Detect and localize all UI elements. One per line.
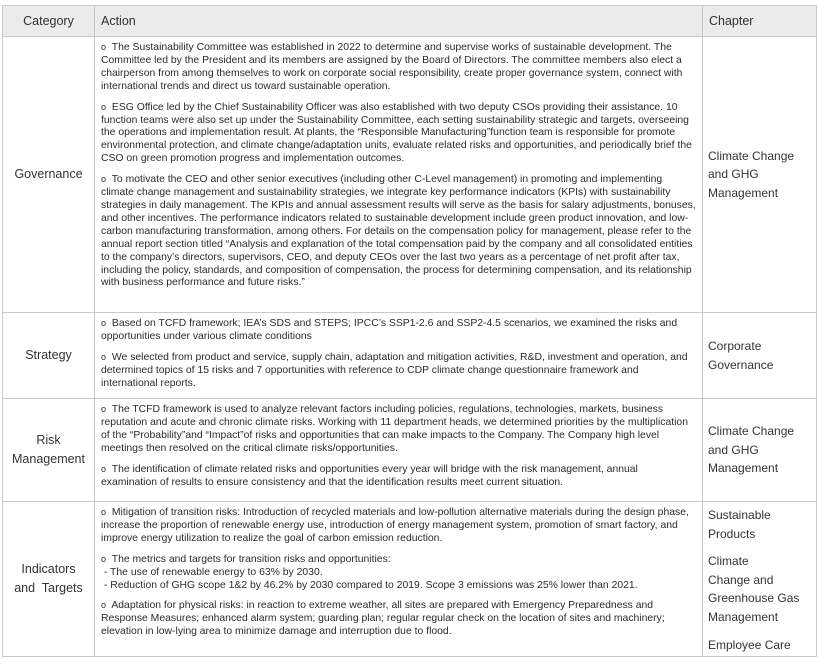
chapter-line: Climate Change (708, 148, 795, 163)
action-cell (95, 313, 703, 399)
chapter-line: Employee Care (708, 638, 791, 652)
chapter-cell (703, 37, 817, 313)
chapter-line: Climate (708, 554, 749, 568)
category-label: Management (12, 452, 85, 466)
chapter-line: Products (708, 526, 756, 541)
header-category: Category (3, 6, 95, 37)
action-cell (95, 502, 703, 657)
action-item (101, 101, 696, 167)
chapter-line: Change and (708, 572, 774, 587)
chapter-line: Climate Change (708, 424, 795, 439)
action-item (101, 403, 696, 456)
category-label: Indicators (21, 562, 76, 576)
category-label: Strategy (25, 348, 72, 362)
action-item (101, 463, 696, 490)
chapter-line: Management (708, 185, 779, 200)
bullet-icon: o (101, 404, 107, 414)
action-cell (95, 399, 703, 502)
bullet-icon: o (101, 553, 107, 564)
action-item (101, 553, 696, 593)
header-action: Action (95, 6, 703, 37)
bullet-icon: o (101, 174, 107, 185)
header-chapter: Chapter (703, 6, 817, 37)
action-text: ESG Office led by the Chief Sustainability Officer was also established with two deputy CSOs providing their assistance. 10 function teams were also set up under the Sustainability Committee, each setting sustainability strategic and targets, overseeing the operations and implementation result. At plants, the “Responsible Manufacturing”function team is responsible for promote environmental protection, and climate change/adaptation units, evaluate related risks and opportunities, and periodically brief the CSO on green promotion progress and implementation outcomes. (101, 101, 692, 165)
category-cell (3, 399, 95, 502)
action-item (101, 41, 696, 94)
action-text: Mitigation of transition risks: Introduction of recycled materials and low-pollution alternative materials during the design phase, increase the proportion of renewable energy use, introduction of energy management system, promotion of smart factory, and improve energy utilization to realize the goal of carbon emission reduction. (101, 507, 689, 544)
chapter-line: Greenhouse Gas (708, 591, 800, 605)
chapter-line: Management (708, 461, 779, 476)
category-cell (3, 37, 95, 313)
category-cell (3, 502, 95, 657)
action-subitem: - The use of renewable energy to 63% by 2030. (101, 566, 323, 578)
action-text: The TCFD framework is used to analyze relevant factors including policies, regulations, technologies, markets, business reputation and acute and chronic climate risks. Working with 11 department heads, we determined priorities by the multiplication of the “Probability”and “Impact”of risks and opportunities that can make impacts to the Company. The Company high level meetings then resolved on the critical climate risks/opportunities. (101, 404, 688, 454)
header-row (3, 6, 817, 37)
action-subitem: - Reduction of GHG scope 1&2 by 46.2% by 2030 compared to 2019. Scope 3 emissions was 25% lower than 2021. (101, 579, 638, 591)
action-text: The identification of climate related risks and opportunities every year will bridge with the risk management, annual examination of results to ensure consistency and that the identification results meet current situation. (101, 463, 638, 488)
category-label: and Targets (14, 581, 83, 595)
chapter-line: and GHG (708, 167, 759, 182)
action-item (101, 599, 696, 639)
bullet-icon: o (101, 600, 107, 611)
action-item (101, 506, 696, 546)
bullet-icon: o (101, 507, 107, 517)
chapter-line: Management (708, 609, 779, 624)
bullet-icon: o (101, 318, 107, 328)
category-label: Risk (36, 433, 61, 447)
table-row (3, 313, 817, 399)
category-cell (3, 313, 95, 399)
action-text: Adaptation for physical risks: in reaction to extreme weather, all sites are prepared with Emergency Preparedness and Response Measures; enhanced alarm system; guarding plan; regular regular check on the location of sites and machinery; elevation in low-lying area to minimize damage and interruption due to flood. (101, 600, 665, 638)
table-row (3, 502, 817, 657)
action-text: The metrics and targets for transition risks and opportunities: (111, 553, 391, 565)
action-text: The Sustainability Committee was established in 2022 to determine and supervise works of sustainable development. The Committee led by the President and its members are assigned by the Board of Directors. The committee members also elect a chairperson from among themselves to work on corporate social responsibility, create proper governance system, connect with international trends and direct us toward sustainable operation. (101, 42, 683, 92)
action-text: We selected from product and service, supply chain, adaptation and mitigation activities, R&D, investment and operation, and determined topics of 15 risks and 7 opportunities with reference to CDP climate change questionnaire framework and international reports. (101, 351, 688, 389)
tcfd-table (2, 5, 817, 657)
action-item (101, 317, 696, 344)
chapter-line: Sustainable (708, 508, 771, 522)
chapter-cell (703, 399, 817, 502)
chapter-line: Corporate (708, 339, 762, 353)
chapter-line: Governance (708, 357, 774, 372)
chapter-line: and GHG (708, 442, 759, 457)
bullet-icon: o (101, 101, 107, 112)
action-item (101, 351, 696, 391)
category-label: Governance (14, 167, 83, 181)
chapter-cell (703, 313, 817, 399)
action-item (101, 173, 696, 290)
bullet-icon: o (101, 463, 107, 474)
table-row (3, 399, 817, 502)
action-text: To motivate the CEO and other senior executives (including other C-Level management) in promoting and implementing climate change management and sustainability strategies, we integrate key performance indicators (KPIs) with sustainability strategies in daily management. The KPIs and annual assessment results will serve as the basis for salary adjustments, bonuses, and other incentives. The performance indicators related to sustainable development include green product innovation, and low-carbon manufacturing transformation, among others. For details on the compensation policy for management, please refer to the annual report section titled “Analysis and explanation of the total compensation paid by the company and all consolidated entities to the company’s directors, supervisors, CEO, and deputy CEOs over the last two years as a percentage of net profit after tax, including the policy, standards, and composition of compensation, the process for determining compensation, and its relationship with business performance and future risks.” (101, 174, 696, 289)
action-text: Based on TCFD framework; IEA’s SDS and STEPS; IPCC’s SSP1-2.6 and SSP2-4.5 scenarios, we examined the risks and opportunities under various climate conditions (101, 318, 678, 342)
action-cell (95, 37, 703, 313)
table-row (3, 37, 817, 313)
chapter-cell (703, 502, 817, 657)
bullet-icon: o (101, 351, 107, 362)
bullet-icon: o (101, 42, 107, 52)
